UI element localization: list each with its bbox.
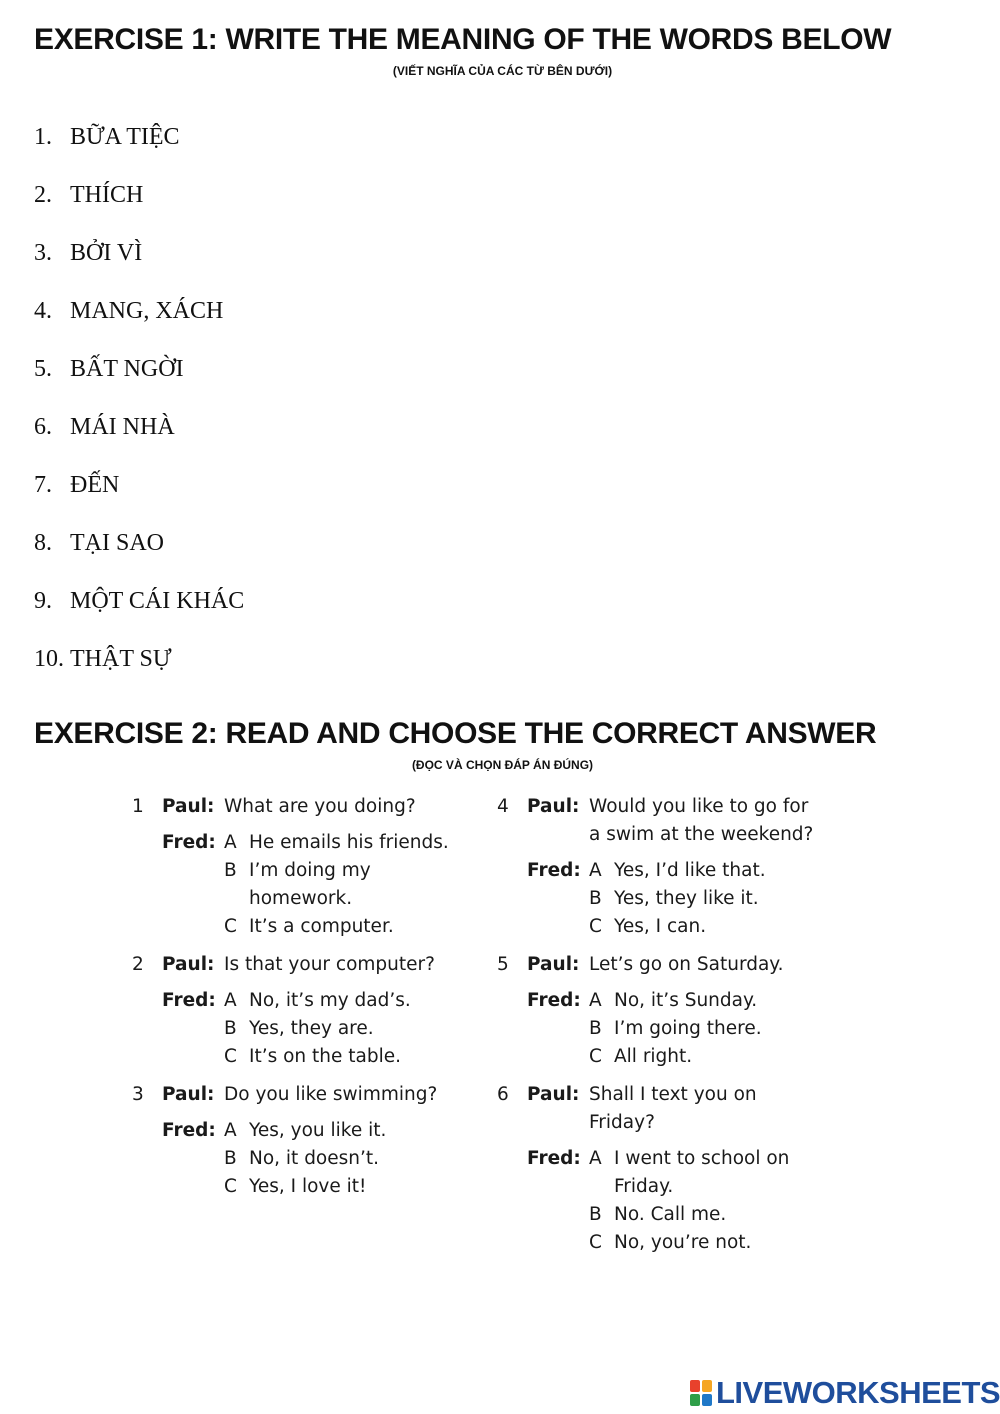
- option-text: Yes, I can.: [614, 916, 707, 937]
- speaker-fred: Fred:: [162, 990, 216, 1011]
- speaker-fred: Fred:: [527, 990, 581, 1011]
- questions-left-column: [132, 793, 462, 1211]
- option-text: I’m doing my homework.: [249, 860, 371, 909]
- answer-option[interactable]: [589, 857, 827, 885]
- item-number: 1.: [34, 124, 52, 150]
- option-text: No. Call me.: [614, 1204, 727, 1225]
- option-letter: B: [589, 888, 602, 909]
- option-letter: A: [589, 860, 602, 881]
- speaker-paul: Paul:: [162, 954, 215, 975]
- speaker-fred: Fred:: [162, 832, 216, 853]
- answer-option[interactable]: [224, 913, 462, 941]
- logo-square-blue: [702, 1394, 712, 1406]
- answer-option[interactable]: [224, 1117, 462, 1145]
- option-text: Yes, I love it!: [249, 1176, 367, 1197]
- item-word: TẠI SAO: [70, 530, 164, 556]
- speaker-fred: Fred:: [527, 1148, 581, 1169]
- logo-square-green: [690, 1394, 700, 1406]
- answer-option[interactable]: [589, 1145, 827, 1201]
- option-text: It’s a computer.: [249, 916, 394, 937]
- question-number: 1: [132, 796, 144, 817]
- logo-square-red: [690, 1380, 700, 1392]
- option-text: It’s on the table.: [249, 1046, 402, 1067]
- option-letter: A: [589, 990, 602, 1011]
- item-word: MÁI NHÀ: [70, 414, 175, 440]
- answer-option[interactable]: [589, 987, 827, 1015]
- item-word: BỮA TIỆC: [70, 124, 180, 150]
- list-item: [34, 472, 244, 530]
- option-letter: B: [224, 860, 237, 881]
- question-text: Shall I text you on Friday?: [589, 1084, 757, 1133]
- exercise2-subtitle: (ĐỌC VÀ CHỌN ĐÁP ÁN ĐÚNG): [411, 758, 594, 772]
- question-block: [497, 793, 827, 941]
- question-number: 4: [497, 796, 509, 817]
- item-number: 9.: [34, 588, 52, 614]
- exercise1-title: EXERCISE 1: WRITE THE MEANING OF THE WORDS BELOW: [34, 23, 892, 56]
- item-number: 3.: [34, 240, 52, 266]
- option-text: Yes, they are.: [249, 1018, 374, 1039]
- speaker-paul: Paul:: [527, 796, 580, 817]
- list-item: [34, 414, 244, 472]
- option-text: Yes, they like it.: [614, 888, 759, 909]
- speaker-paul: Paul:: [527, 1084, 580, 1105]
- list-item: [34, 298, 244, 356]
- answer-option[interactable]: [224, 1043, 462, 1071]
- answer-option[interactable]: [589, 913, 827, 941]
- word-list: [34, 124, 244, 704]
- logo-square-orange: [702, 1380, 712, 1392]
- item-number: 5.: [34, 356, 52, 382]
- item-word: MỘT CÁI KHÁC: [70, 588, 245, 614]
- option-text: No, it’s my dad’s.: [249, 990, 411, 1011]
- answer-option[interactable]: [224, 829, 462, 857]
- item-word: BẤT NGỜI: [70, 356, 184, 382]
- question-text: What are you doing?: [224, 796, 416, 817]
- brand-name: LIVEWORKSHEETS: [716, 1375, 1000, 1410]
- question-number: 3: [132, 1084, 144, 1105]
- exercise2-title: EXERCISE 2: READ AND CHOOSE THE CORRECT ANSWER: [34, 717, 877, 750]
- item-word: THẬT SỰ: [70, 646, 172, 672]
- option-letter: C: [224, 1046, 237, 1067]
- answer-option[interactable]: [589, 885, 827, 913]
- option-text: He emails his friends.: [249, 832, 449, 853]
- answer-option[interactable]: [224, 1015, 462, 1043]
- item-word: MANG, XÁCH: [70, 298, 224, 324]
- speaker-paul: Paul:: [162, 796, 215, 817]
- question-block: [132, 793, 462, 941]
- question-block: [132, 951, 462, 1071]
- item-word: ĐẾN: [70, 472, 120, 498]
- option-text: No, you’re not.: [614, 1232, 752, 1253]
- option-text: Yes, I’d like that.: [614, 860, 766, 881]
- speaker-fred: Fred:: [527, 860, 581, 881]
- question-text: Do you like swimming?: [224, 1084, 438, 1105]
- item-number: 4.: [34, 298, 52, 324]
- option-letter: B: [589, 1204, 602, 1225]
- item-number: 6.: [34, 414, 52, 440]
- question-number: 6: [497, 1084, 509, 1105]
- answer-option[interactable]: [589, 1229, 827, 1257]
- option-text: No, it’s Sunday.: [614, 990, 758, 1011]
- question-block: [497, 1081, 827, 1257]
- option-letter: A: [589, 1148, 602, 1169]
- questions-right-column: [497, 793, 827, 1267]
- answer-option[interactable]: [224, 1173, 462, 1201]
- option-text: No, it doesn’t.: [249, 1148, 380, 1169]
- question-block: [132, 1081, 462, 1201]
- item-number: 8.: [34, 530, 52, 556]
- item-number: 2.: [34, 182, 52, 208]
- list-item: [34, 182, 244, 240]
- option-text: I went to school on Friday.: [614, 1148, 790, 1197]
- answer-option[interactable]: [589, 1015, 827, 1043]
- question-text: Is that your computer?: [224, 954, 435, 975]
- option-letter: C: [589, 916, 602, 937]
- speaker-paul: Paul:: [162, 1084, 215, 1105]
- list-item: [34, 124, 244, 182]
- option-letter: B: [589, 1018, 602, 1039]
- option-text: All right.: [614, 1046, 693, 1067]
- list-item: [34, 240, 244, 298]
- answer-option[interactable]: [224, 1145, 462, 1173]
- option-letter: B: [224, 1018, 237, 1039]
- liveworksheets-logo: [690, 1375, 1000, 1411]
- option-text: I’m going there.: [614, 1018, 762, 1039]
- answer-option[interactable]: [589, 1201, 827, 1229]
- option-letter: C: [224, 1176, 237, 1197]
- question-block: [497, 951, 827, 1071]
- speaker-fred: Fred:: [162, 1120, 216, 1141]
- answer-option[interactable]: [589, 1043, 827, 1071]
- question-number: 2: [132, 954, 144, 975]
- answer-option[interactable]: [224, 857, 462, 913]
- option-letter: A: [224, 1120, 237, 1141]
- item-number: 10.: [34, 646, 64, 672]
- item-number: 7.: [34, 472, 52, 498]
- list-item: [34, 356, 244, 414]
- option-letter: C: [589, 1046, 602, 1067]
- option-letter: A: [224, 832, 237, 853]
- option-letter: B: [224, 1148, 237, 1169]
- list-item: [34, 530, 244, 588]
- list-item: [34, 646, 244, 704]
- item-word: THÍCH: [70, 182, 144, 208]
- speaker-paul: Paul:: [527, 954, 580, 975]
- question-text: Would you like to go for a swim at the weekend?: [589, 796, 814, 845]
- option-letter: C: [224, 916, 237, 937]
- logo-icon: [690, 1380, 712, 1406]
- option-text: Yes, you like it.: [249, 1120, 387, 1141]
- list-item: [34, 588, 244, 646]
- exercise1-subtitle: (VIẾT NGHĨA CỦA CÁC TỪ BÊN DƯỚI): [392, 64, 613, 78]
- question-number: 5: [497, 954, 509, 975]
- question-text: Let’s go on Saturday.: [589, 954, 784, 975]
- answer-option[interactable]: [224, 987, 462, 1015]
- option-letter: A: [224, 990, 237, 1011]
- option-letter: C: [589, 1232, 602, 1253]
- item-word: BỞI VÌ: [70, 240, 143, 266]
